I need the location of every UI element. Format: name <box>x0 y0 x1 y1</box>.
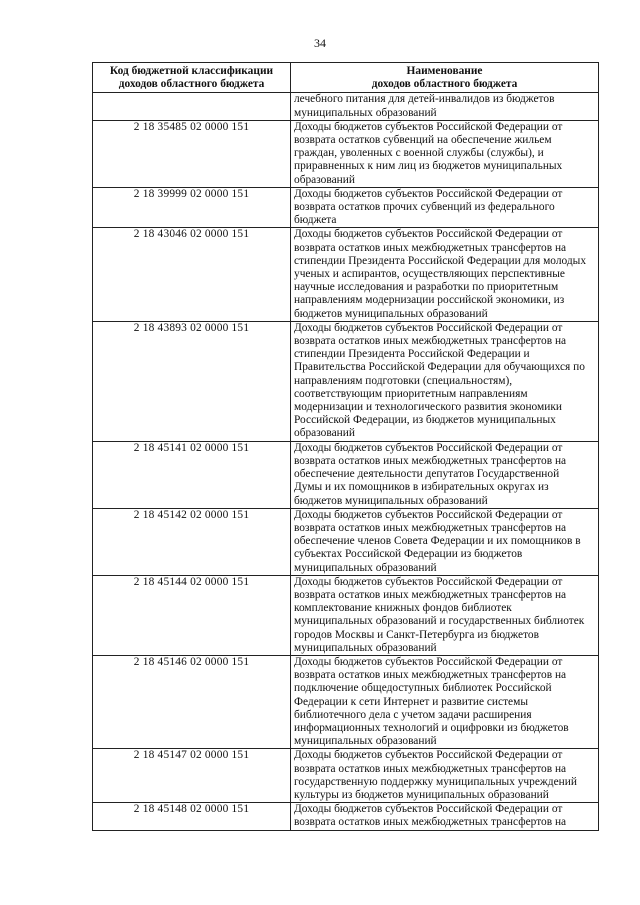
revenue-name-line: стипендии Президента Российской Федерации и <box>294 348 530 361</box>
revenue-name-line: возврата остатков иных межбюджетных трансфертов на <box>294 241 567 254</box>
revenue-name-cell <box>291 575 599 655</box>
revenue-name-line: муниципальных образований <box>294 735 437 748</box>
revenue-name-cell <box>291 803 599 830</box>
revenue-name-cell <box>291 187 599 228</box>
revenue-name-line: городов Москвы и Санкт-Петербурга из бюджетов <box>294 628 539 641</box>
revenue-name-line: культуры из бюджетов муниципальных образований <box>294 788 549 801</box>
revenue-name-line: направлениям модернизации российской экономики, из <box>294 294 565 307</box>
revenue-name-line: субъектах Российской Федерации из бюджетов <box>294 548 523 561</box>
revenue-name-cell <box>291 749 599 803</box>
revenue-name-line: библиотечного дела с учетом задачи расширения <box>294 708 532 721</box>
revenue-name-line: стипендии Президента Российской Федерации для молодых <box>294 254 587 267</box>
revenue-name-cell <box>291 508 599 575</box>
table-row <box>93 187 599 228</box>
revenue-name-line: бюджетов муниципальных образований <box>294 307 488 320</box>
budget-code-cell: 2 18 45146 02 0000 151 <box>93 655 291 748</box>
revenue-name-line: бюджета <box>294 214 337 227</box>
table-body <box>93 93 599 830</box>
revenue-name-line: научные исследования и разработки по приоритетным <box>294 281 559 294</box>
revenue-name-line: обеспечение деятельности депутатов Государственной <box>294 468 560 481</box>
revenue-name-line: муниципальных образований <box>294 561 437 574</box>
revenue-name-line: муниципальных образований <box>294 641 437 654</box>
table-row <box>93 803 599 830</box>
table-row <box>93 508 599 575</box>
revenue-name-line: Российской Федерации, из бюджетов муниципальных <box>294 414 556 427</box>
budget-code-cell: 2 18 45144 02 0000 151 <box>93 575 291 655</box>
revenue-name-cell <box>291 120 599 187</box>
revenue-name-line: ученых и аспирантов, осуществляющих перспективные <box>294 268 565 281</box>
budget-code-cell: 2 18 35485 02 0000 151 <box>93 120 291 187</box>
budget-code-cell: 2 18 45141 02 0000 151 <box>93 441 291 508</box>
revenue-name-line: образований <box>294 427 355 440</box>
page-number: 34 <box>314 36 326 50</box>
header-code-line2: доходов областного бюджета <box>118 78 265 91</box>
table-row <box>93 749 599 803</box>
revenue-name-line: муниципальных образований <box>294 106 437 119</box>
revenue-name-line: Доходы бюджетов субъектов Российской Федерации от <box>294 321 563 334</box>
revenue-name-line: информационных технологий и оцифровки из бюджетов <box>294 721 569 734</box>
budget-code-cell: 2 18 45142 02 0000 151 <box>93 508 291 575</box>
table-row <box>93 575 599 655</box>
budget-code-cell <box>93 93 291 120</box>
table-row <box>93 655 599 748</box>
revenue-name-line: Думы и их помощников в избирательных округах из <box>294 481 549 494</box>
revenue-name-line: возврата остатков иных межбюджетных трансфертов на <box>294 816 567 829</box>
revenue-name-line: соответствующим приоритетным направлениям <box>294 387 528 400</box>
revenue-name-line: комплектование книжных фондов библиотек <box>294 602 512 615</box>
revenue-name-line: Доходы бюджетов субъектов Российской Федерации от <box>294 803 563 816</box>
header-name-line1: Наименование <box>406 65 483 77</box>
revenue-name-cell <box>291 321 599 441</box>
budget-code-cell: 2 18 39999 02 0000 151 <box>93 187 291 228</box>
revenue-name-line: обеспечение членов Совета Федерации и их помощников в <box>294 535 581 548</box>
revenue-name-line: Доходы бюджетов субъектов Российской Федерации от <box>294 508 563 521</box>
revenue-name-line: Правительства Российской Федерации для обучающихся по <box>294 361 585 374</box>
revenue-name-line: Доходы бюджетов субъектов Российской Федерации от <box>294 228 563 241</box>
revenue-name-line: Федерации к сети Интернет и развитие системы <box>294 695 528 708</box>
revenue-name-line: подключение общедоступных библиотек Российской <box>294 682 552 695</box>
revenue-name-cell <box>291 441 599 508</box>
revenue-name-line: возврата остатков иных межбюджетных трансфертов на <box>294 521 567 534</box>
revenue-name-line: модернизации и технологического развития экономики <box>294 401 562 414</box>
header-name-column <box>291 63 599 93</box>
revenue-name-line: Доходы бюджетов субъектов Российской Федерации от <box>294 187 563 200</box>
revenue-name-cell <box>291 228 599 321</box>
table-row <box>93 321 599 441</box>
revenue-name-line: Доходы бюджетов субъектов Российской Федерации от <box>294 655 563 668</box>
revenue-name-line: возврата остатков иных межбюджетных трансфертов на <box>294 762 567 775</box>
revenue-name-line: государственную поддержку муниципальных учреждений <box>294 775 577 788</box>
revenue-name-line: возврата остатков прочих субвенций из федерального <box>294 201 555 214</box>
revenue-name-line: приравненных к ним лиц из бюджетов муниципальных <box>294 160 563 173</box>
revenue-name-line: возврата остатков иных межбюджетных трансфертов на <box>294 454 567 467</box>
budget-code-cell: 2 18 43893 02 0000 151 <box>93 321 291 441</box>
revenue-name-line: направлениям подготовки (специальностям), <box>294 374 513 387</box>
revenue-name-line: Доходы бюджетов субъектов Российской Федерации от <box>294 441 563 454</box>
budget-code-cell: 2 18 45147 02 0000 151 <box>93 749 291 803</box>
budget-classification-table <box>92 62 599 831</box>
revenue-name-line: возврата остатков иных межбюджетных трансфертов на <box>294 669 567 682</box>
table-row <box>93 228 599 321</box>
revenue-name-cell <box>291 655 599 748</box>
header-code-line1: Код бюджетной классификации <box>109 65 274 77</box>
revenue-name-line: образований <box>294 173 355 186</box>
revenue-name-line: возврата остатков иных межбюджетных трансфертов на <box>294 588 567 601</box>
budget-code-cell: 2 18 43046 02 0000 151 <box>93 228 291 321</box>
table-row <box>93 120 599 187</box>
revenue-name-line: возврата остатков иных межбюджетных трансфертов на <box>294 335 567 348</box>
table-row <box>93 441 599 508</box>
revenue-name-line: граждан, уволенных с военной службы (службы), и <box>294 147 544 160</box>
revenue-name-line: Доходы бюджетов субъектов Российской Федерации от <box>294 120 563 133</box>
revenue-name-cell <box>291 93 599 120</box>
table-header-row <box>93 63 599 93</box>
revenue-name-line: Доходы бюджетов субъектов Российской Федерации от <box>294 749 563 762</box>
budget-code-cell: 2 18 45148 02 0000 151 <box>93 803 291 830</box>
revenue-name-line: лечебного питания для детей-инвалидов из бюджетов <box>294 93 555 106</box>
revenue-name-line: возврата остатков субвенций на обеспечение жильем <box>294 134 552 147</box>
table-row <box>93 93 599 120</box>
revenue-name-line: Доходы бюджетов субъектов Российской Федерации от <box>294 575 563 588</box>
header-name-line2: доходов областного бюджета <box>371 78 518 91</box>
revenue-name-line: муниципальных образований и государственных библиотек <box>294 615 585 628</box>
header-code-column <box>93 63 291 93</box>
revenue-name-line: бюджетов муниципальных образований <box>294 494 488 507</box>
